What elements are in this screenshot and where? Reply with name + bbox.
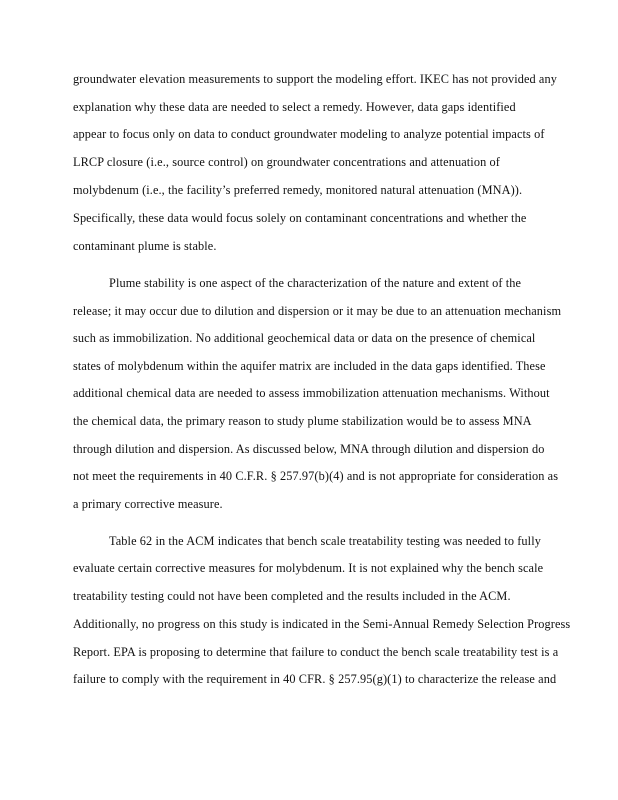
- text-line: additional chemical data are needed to assess immobilization attenuation mechanisms. Without: [73, 386, 550, 400]
- text-line: Additionally, no progress on this study is indicated in the Semi-Annual Remedy Selection Progress: [73, 617, 571, 631]
- text-line: Plume stability is one aspect of the characterization of the nature and extent of the: [109, 276, 522, 290]
- text-line: molybdenum (i.e., the facility’s preferred remedy, monitored natural attenuation (MNA)).: [73, 183, 523, 197]
- text-line: the chemical data, the primary reason to study plume stabilization would be to assess MNA: [73, 414, 532, 428]
- text-line: Report. EPA is proposing to determine that failure to conduct the bench scale treatability test is a: [73, 645, 559, 659]
- text-line: contaminant plume is stable.: [73, 239, 217, 253]
- text-line: Specifically, these data would focus solely on contaminant concentrations and whether the: [73, 211, 527, 225]
- text-line: LRCP closure (i.e., source control) on groundwater concentrations and attenuation of: [73, 155, 500, 169]
- text-line: treatability testing could not have been completed and the results included in the ACM.: [73, 589, 511, 603]
- text-line: a primary corrective measure.: [73, 497, 223, 511]
- text-line: through dilution and dispersion. As discussed below, MNA through dilution and dispersion do: [73, 442, 545, 456]
- text-line: evaluate certain corrective measures for molybdenum. It is not explained why the bench scale: [73, 561, 544, 575]
- text-line: failure to comply with the requirement in 40 CFR. § 257.95(g)(1) to characterize the release and: [73, 672, 557, 686]
- text-line: appear to focus only on data to conduct groundwater modeling to analyze potential impacts of: [73, 127, 545, 141]
- text-line: such as immobilization. No additional geochemical data or data on the presence of chemical: [73, 331, 536, 345]
- text-line: release; it may occur due to dilution and dispersion or it may be due to an attenuation mechanism: [73, 304, 562, 318]
- text-line: groundwater elevation measurements to support the modeling effort. IKEC has not provided any: [73, 72, 557, 86]
- text-line: not meet the requirements in 40 C.F.R. § 257.97(b)(4) and is not appropriate for consideration as: [73, 469, 559, 483]
- text-line: Table 62 in the ACM indicates that bench scale treatability testing was needed to fully: [109, 534, 541, 548]
- text-line: explanation why these data are needed to select a remedy. However, data gaps identified: [73, 100, 516, 114]
- text-line: states of molybdenum within the aquifer matrix are included in the data gaps identified. These: [73, 359, 546, 373]
